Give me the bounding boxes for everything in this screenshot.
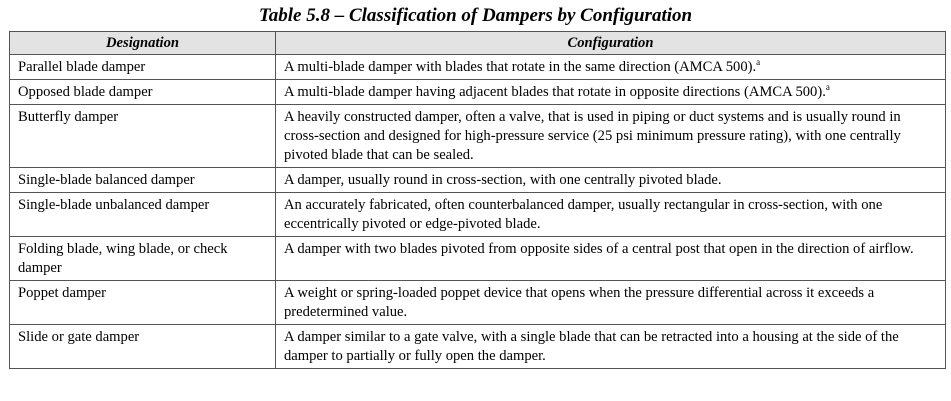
designation-cell: Single-blade balanced damper — [10, 168, 276, 193]
dampers-table — [9, 31, 946, 369]
designation-cell: Poppet damper — [10, 281, 276, 325]
configuration-cell — [276, 80, 946, 105]
configuration-cell — [276, 281, 946, 325]
designation-cell: Butterfly damper — [10, 105, 276, 168]
designation-cell: Single-blade unbalanced damper — [10, 193, 276, 237]
designation-cell: Slide or gate damper — [10, 325, 276, 369]
table-row — [10, 281, 946, 325]
table-row — [10, 80, 946, 105]
configuration-text: A multi-blade damper having adjacent blades that rotate in opposite directions (AMCA 500). — [284, 84, 826, 100]
table-row — [10, 237, 946, 281]
configuration-text: A damper, usually round in cross-section, with one centrally pivoted blade. — [284, 172, 722, 188]
header-configuration: Configuration — [276, 32, 946, 55]
footnote-marker: a — [825, 82, 830, 92]
configuration-cell — [276, 325, 946, 369]
configuration-cell — [276, 55, 946, 80]
table-row — [10, 325, 946, 369]
designation-cell: Parallel blade damper — [10, 55, 276, 80]
table-row — [10, 55, 946, 80]
configuration-text: A weight or spring-loaded poppet device that opens when the pressure differential across it exceeds a predetermined value. — [284, 285, 875, 320]
configuration-text: A damper similar to a gate valve, with a single blade that can be retracted into a housing at the side of the damper to partially or fully open the damper. — [284, 329, 899, 364]
configuration-text: An accurately fabricated, often counterbalanced damper, usually rectangular in cross-section, with one eccentrically pivoted or edge-pivoted blade. — [284, 197, 883, 232]
configuration-cell — [276, 168, 946, 193]
configuration-text: A heavily constructed damper, often a valve, that is used in piping or duct systems and is usually round in cross-section and designed for high-pressure service (25 psi minimum pressure rating), with one centrally pivoted blade that can be sealed. — [284, 109, 901, 163]
table-row — [10, 105, 946, 168]
configuration-text: A damper with two blades pivoted from opposite sides of a central post that open in the direction of airflow. — [284, 241, 914, 257]
table-row — [10, 193, 946, 237]
configuration-cell — [276, 237, 946, 281]
configuration-cell — [276, 193, 946, 237]
footnote-marker: a — [756, 57, 761, 67]
header-row — [10, 32, 946, 55]
configuration-cell — [276, 105, 946, 168]
table-caption: Table 5.8 – Classification of Dampers by Configuration — [258, 5, 693, 26]
designation-cell: Opposed blade damper — [10, 80, 276, 105]
configuration-text: A multi-blade damper with blades that rotate in the same direction (AMCA 500). — [284, 59, 757, 75]
header-designation: Designation — [10, 32, 276, 55]
designation-cell: Folding blade, wing blade, or check damper — [10, 237, 276, 281]
table-row — [10, 168, 946, 193]
